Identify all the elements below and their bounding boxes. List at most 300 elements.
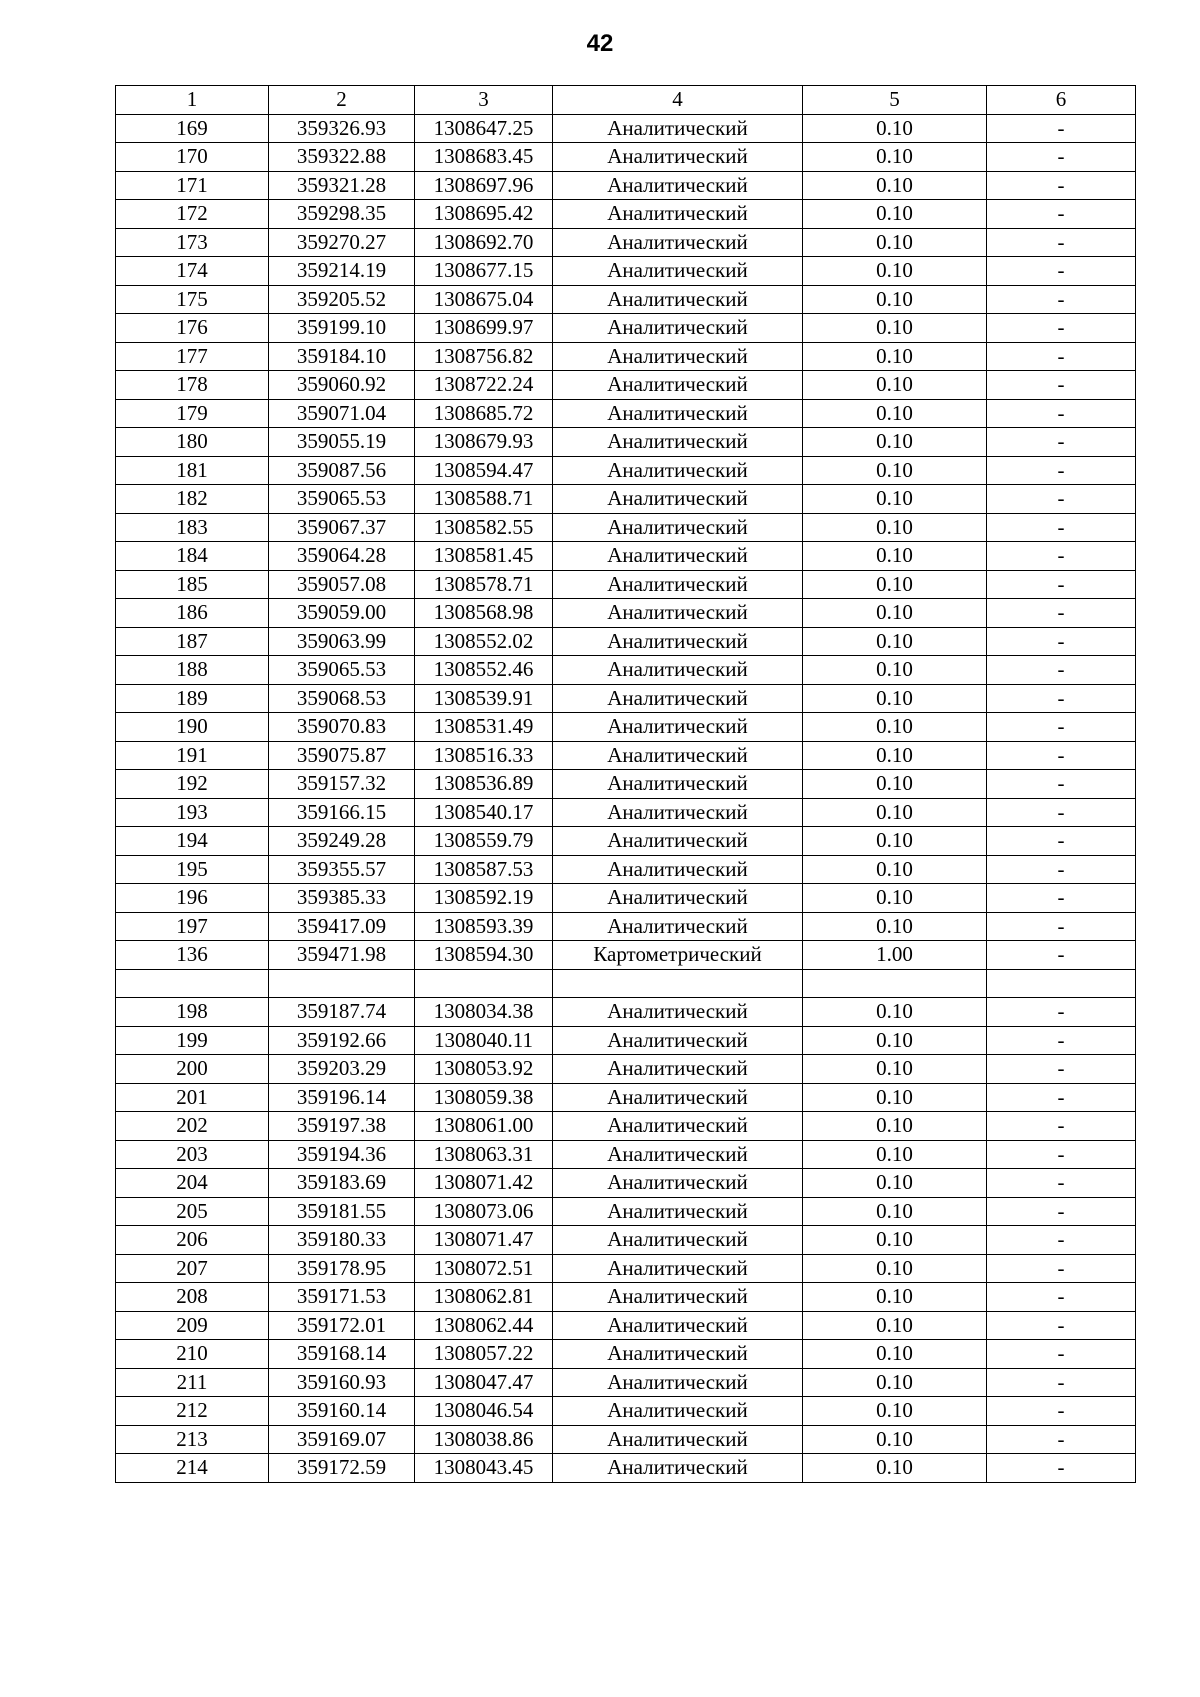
table-cell-col-2: 359205.52: [269, 285, 415, 314]
table-cell-col-2: 359065.53: [269, 485, 415, 514]
table-cell-col-5: 0.10: [803, 798, 987, 827]
table-cell-col-3: 1308559.79: [415, 827, 553, 856]
header-row: [116, 86, 1136, 115]
table-cell-col-1: 177: [116, 342, 269, 371]
table-cell-col-5: 1.00: [803, 941, 987, 970]
table-cell-col-4: Аналитический: [553, 713, 803, 742]
table-cell-col-1: 210: [116, 1340, 269, 1369]
table-cell-col-6: -: [987, 884, 1136, 913]
table-cell-col-5: 0.10: [803, 1454, 987, 1483]
table-cell-col-2: 359194.36: [269, 1140, 415, 1169]
table-cell-col-6: -: [987, 1083, 1136, 1112]
table-cell-col-3: 1308063.31: [415, 1140, 553, 1169]
table-cell-col-5: [803, 969, 987, 998]
table-cell-col-1: 188: [116, 656, 269, 685]
table-cell-col-1: [116, 969, 269, 998]
table-cell-col-2: 359298.35: [269, 200, 415, 229]
table-cell-col-2: 359160.93: [269, 1368, 415, 1397]
header-cell-2: 2: [269, 86, 415, 115]
table-cell-col-2: 359172.01: [269, 1311, 415, 1340]
table-cell-col-2: 359172.59: [269, 1454, 415, 1483]
table-cell-col-1: 191: [116, 741, 269, 770]
table-row: [116, 114, 1136, 143]
table-cell-col-4: Аналитический: [553, 485, 803, 514]
table-cell-col-1: 194: [116, 827, 269, 856]
table-cell-col-2: 359060.92: [269, 371, 415, 400]
table-cell-col-2: 359355.57: [269, 855, 415, 884]
table-cell-col-2: 359157.32: [269, 770, 415, 799]
table-cell-col-4: Аналитический: [553, 684, 803, 713]
table-row: [116, 798, 1136, 827]
table-row: [116, 1397, 1136, 1426]
table-cell-col-3: 1308516.33: [415, 741, 553, 770]
table-cell-col-6: -: [987, 542, 1136, 571]
table-row: [116, 285, 1136, 314]
table-row: [116, 627, 1136, 656]
table-cell-col-5: 0.10: [803, 884, 987, 913]
table-cell-col-5: 0.10: [803, 599, 987, 628]
table-row: [116, 171, 1136, 200]
table-cell-col-1: 171: [116, 171, 269, 200]
table-row: [116, 1226, 1136, 1255]
table-cell-col-1: 212: [116, 1397, 269, 1426]
table-cell-col-5: 0.10: [803, 1311, 987, 1340]
table-row: [116, 342, 1136, 371]
table-cell-col-2: 359068.53: [269, 684, 415, 713]
table-cell-col-4: Аналитический: [553, 456, 803, 485]
header-cell-4: 4: [553, 86, 803, 115]
table-row: [116, 314, 1136, 343]
table-cell-col-3: 1308568.98: [415, 599, 553, 628]
table-cell-col-6: -: [987, 1283, 1136, 1312]
table-cell-col-1: 180: [116, 428, 269, 457]
table-cell-col-3: 1308593.39: [415, 912, 553, 941]
table-cell-col-3: 1308592.19: [415, 884, 553, 913]
table-cell-col-3: 1308539.91: [415, 684, 553, 713]
table-cell-col-6: -: [987, 1340, 1136, 1369]
table-cell-col-5: 0.10: [803, 485, 987, 514]
table-cell-col-1: 178: [116, 371, 269, 400]
table-cell-col-2: 359197.38: [269, 1112, 415, 1141]
table-cell-col-2: 359166.15: [269, 798, 415, 827]
table-cell-col-1: 179: [116, 399, 269, 428]
table-cell-col-3: 1308647.25: [415, 114, 553, 143]
table-cell-col-3: 1308578.71: [415, 570, 553, 599]
table-cell-col-2: 359199.10: [269, 314, 415, 343]
table-cell-col-6: -: [987, 1169, 1136, 1198]
table-cell-col-3: 1308722.24: [415, 371, 553, 400]
table-row: [116, 599, 1136, 628]
table-cell-col-1: 169: [116, 114, 269, 143]
page-number: 42: [586, 30, 614, 57]
table-row: [116, 428, 1136, 457]
table-cell-col-5: 0.10: [803, 228, 987, 257]
table-cell-col-2: 359417.09: [269, 912, 415, 941]
table-cell-col-4: Аналитический: [553, 798, 803, 827]
table-cell-col-4: [553, 969, 803, 998]
table-row: [116, 855, 1136, 884]
table-cell-col-1: 205: [116, 1197, 269, 1226]
table-cell-col-6: -: [987, 570, 1136, 599]
table-cell-col-4: Аналитический: [553, 1368, 803, 1397]
table-row: [116, 1083, 1136, 1112]
table-cell-col-6: -: [987, 1311, 1136, 1340]
table-cell-col-5: 0.10: [803, 1169, 987, 1198]
table-cell-col-4: Аналитический: [553, 1055, 803, 1084]
table-cell-col-3: 1308047.47: [415, 1368, 553, 1397]
table-cell-col-2: 359187.74: [269, 998, 415, 1027]
table-cell-col-2: 359070.83: [269, 713, 415, 742]
table-cell-col-3: 1308072.51: [415, 1254, 553, 1283]
table-cell-col-5: 0.10: [803, 1197, 987, 1226]
table-cell-col-2: 359184.10: [269, 342, 415, 371]
table-cell-col-2: 359055.19: [269, 428, 415, 457]
table-row: [116, 912, 1136, 941]
table-cell-col-1: 173: [116, 228, 269, 257]
table-cell-col-5: 0.10: [803, 1340, 987, 1369]
table-cell-col-6: -: [987, 798, 1136, 827]
table-cell-col-6: -: [987, 684, 1136, 713]
table-cell-col-2: 359057.08: [269, 570, 415, 599]
table-row: [116, 827, 1136, 856]
table-cell-col-3: 1308073.06: [415, 1197, 553, 1226]
table-cell-col-5: 0.10: [803, 684, 987, 713]
table-cell-col-2: 359385.33: [269, 884, 415, 913]
table-cell-col-4: Аналитический: [553, 884, 803, 913]
table-cell-col-4: Аналитический: [553, 285, 803, 314]
table-cell-col-2: 359326.93: [269, 114, 415, 143]
table-cell-col-5: 0.10: [803, 713, 987, 742]
table-row: [116, 399, 1136, 428]
table-cell-col-2: 359059.00: [269, 599, 415, 628]
table-cell-col-3: 1308587.53: [415, 855, 553, 884]
table-cell-col-2: 359471.98: [269, 941, 415, 970]
header-cell-3: 3: [415, 86, 553, 115]
table-row: [116, 1197, 1136, 1226]
table-cell-col-5: 0.10: [803, 1397, 987, 1426]
table-cell-col-4: Аналитический: [553, 513, 803, 542]
table-cell-col-6: [987, 969, 1136, 998]
table-cell-col-6: -: [987, 399, 1136, 428]
table-cell-col-3: 1308594.30: [415, 941, 553, 970]
table-cell-col-3: 1308683.45: [415, 143, 553, 172]
table-cell-col-3: 1308685.72: [415, 399, 553, 428]
table-cell-col-6: -: [987, 342, 1136, 371]
table-cell-col-5: 0.10: [803, 114, 987, 143]
table-cell-col-6: -: [987, 1425, 1136, 1454]
table-cell-col-2: [269, 969, 415, 998]
table-row: [116, 969, 1136, 998]
table-cell-col-5: 0.10: [803, 912, 987, 941]
table-cell-col-2: 359063.99: [269, 627, 415, 656]
table-cell-col-4: Аналитический: [553, 1140, 803, 1169]
table-cell-col-1: 176: [116, 314, 269, 343]
table-cell-col-4: Аналитический: [553, 1454, 803, 1483]
table-cell-col-1: 192: [116, 770, 269, 799]
table-cell-col-4: Аналитический: [553, 314, 803, 343]
table-cell-col-1: 183: [116, 513, 269, 542]
table-cell-col-4: Аналитический: [553, 143, 803, 172]
table-cell-col-3: 1308692.70: [415, 228, 553, 257]
table-row: [116, 1454, 1136, 1483]
table-cell-col-3: 1308046.54: [415, 1397, 553, 1426]
table-cell-col-4: Аналитический: [553, 1226, 803, 1255]
table-cell-col-2: 359171.53: [269, 1283, 415, 1312]
table-cell-col-4: Аналитический: [553, 570, 803, 599]
table-cell-col-3: 1308552.02: [415, 627, 553, 656]
table-cell-col-4: Аналитический: [553, 1425, 803, 1454]
table-cell-col-6: -: [987, 770, 1136, 799]
table-cell-col-4: Аналитический: [553, 1397, 803, 1426]
table-cell-col-1: 172: [116, 200, 269, 229]
table-cell-col-3: 1308677.15: [415, 257, 553, 286]
table-cell-col-5: 0.10: [803, 570, 987, 599]
table-cell-col-6: -: [987, 998, 1136, 1027]
table-cell-col-5: 0.10: [803, 1254, 987, 1283]
table-cell-col-1: 170: [116, 143, 269, 172]
header-cell-6: 6: [987, 86, 1136, 115]
table-cell-col-4: Аналитический: [553, 171, 803, 200]
table-cell-col-4: Аналитический: [553, 114, 803, 143]
table-cell-col-2: 359214.19: [269, 257, 415, 286]
table-cell-col-6: -: [987, 827, 1136, 856]
table-cell-col-3: 1308756.82: [415, 342, 553, 371]
table-cell-col-4: Картометрический: [553, 941, 803, 970]
table-cell-col-1: 211: [116, 1368, 269, 1397]
table-cell-col-6: -: [987, 485, 1136, 514]
table-row: [116, 1368, 1136, 1397]
table-cell-col-6: -: [987, 257, 1136, 286]
table-cell-col-3: 1308540.17: [415, 798, 553, 827]
table-cell-col-5: 0.10: [803, 257, 987, 286]
table-cell-col-1: 208: [116, 1283, 269, 1312]
table-cell-col-5: 0.10: [803, 371, 987, 400]
table-cell-col-2: 359203.29: [269, 1055, 415, 1084]
header-cell-5: 5: [803, 86, 987, 115]
table-cell-col-6: -: [987, 941, 1136, 970]
table-cell-col-5: 0.10: [803, 770, 987, 799]
table-cell-col-1: 185: [116, 570, 269, 599]
table-cell-col-4: Аналитический: [553, 855, 803, 884]
table-cell-col-5: 0.10: [803, 627, 987, 656]
table-cell-col-6: -: [987, 1226, 1136, 1255]
table-cell-col-3: 1308594.47: [415, 456, 553, 485]
table-cell-col-5: 0.10: [803, 456, 987, 485]
table-cell-col-5: 0.10: [803, 285, 987, 314]
table-cell-col-1: 195: [116, 855, 269, 884]
table-cell-col-1: 202: [116, 1112, 269, 1141]
table-cell-col-6: -: [987, 171, 1136, 200]
table-cell-col-3: 1308531.49: [415, 713, 553, 742]
table-cell-col-2: 359249.28: [269, 827, 415, 856]
table-cell-col-1: 199: [116, 1026, 269, 1055]
table-cell-col-1: 189: [116, 684, 269, 713]
table-cell-col-6: -: [987, 371, 1136, 400]
table-row: [116, 684, 1136, 713]
table-row: [116, 257, 1136, 286]
table-cell-col-5: 0.10: [803, 1083, 987, 1112]
table-cell-col-6: -: [987, 1197, 1136, 1226]
table-cell-col-3: 1308038.86: [415, 1425, 553, 1454]
table-cell-col-5: 0.10: [803, 314, 987, 343]
table-cell-col-4: Аналитический: [553, 428, 803, 457]
table-cell-col-6: -: [987, 627, 1136, 656]
table-row: [116, 542, 1136, 571]
table-cell-col-1: 182: [116, 485, 269, 514]
table-cell-col-2: 359169.07: [269, 1425, 415, 1454]
table-cell-col-3: 1308552.46: [415, 656, 553, 685]
table-cell-col-6: -: [987, 1112, 1136, 1141]
table-row: [116, 1283, 1136, 1312]
table-cell-col-3: 1308053.92: [415, 1055, 553, 1084]
table-cell-col-6: -: [987, 200, 1136, 229]
table-row: [116, 884, 1136, 913]
table-cell-col-2: 359192.66: [269, 1026, 415, 1055]
table-cell-col-2: 359064.28: [269, 542, 415, 571]
table-cell-col-3: 1308675.04: [415, 285, 553, 314]
table-cell-col-4: Аналитический: [553, 656, 803, 685]
table-cell-col-4: Аналитический: [553, 1112, 803, 1141]
table-cell-col-5: 0.10: [803, 200, 987, 229]
table-cell-col-1: 198: [116, 998, 269, 1027]
table-cell-col-3: 1308040.11: [415, 1026, 553, 1055]
table-row: [116, 485, 1136, 514]
table-cell-col-4: Аналитический: [553, 912, 803, 941]
table-cell-col-5: 0.10: [803, 1026, 987, 1055]
table-cell-col-2: 359196.14: [269, 1083, 415, 1112]
table-cell-col-3: 1308062.81: [415, 1283, 553, 1312]
table-cell-col-5: 0.10: [803, 855, 987, 884]
table-row: [116, 1140, 1136, 1169]
table-cell-col-5: 0.10: [803, 171, 987, 200]
table-cell-col-6: -: [987, 656, 1136, 685]
table-row: [116, 713, 1136, 742]
table-cell-col-1: 186: [116, 599, 269, 628]
coordinates-table: [115, 85, 1136, 1483]
table-cell-col-5: 0.10: [803, 428, 987, 457]
table-cell-col-6: -: [987, 855, 1136, 884]
table-cell-col-4: Аналитический: [553, 1340, 803, 1369]
table-row: [116, 456, 1136, 485]
table-cell-col-6: -: [987, 1454, 1136, 1483]
table-cell-col-6: -: [987, 599, 1136, 628]
table-cell-col-1: 187: [116, 627, 269, 656]
table-row: [116, 1112, 1136, 1141]
table-cell-col-3: 1308697.96: [415, 171, 553, 200]
table-cell-col-4: Аналитический: [553, 741, 803, 770]
table-cell-col-1: 174: [116, 257, 269, 286]
table-cell-col-2: 359321.28: [269, 171, 415, 200]
table-cell-col-1: 190: [116, 713, 269, 742]
table-cell-col-3: 1308536.89: [415, 770, 553, 799]
table-cell-col-3: 1308059.38: [415, 1083, 553, 1112]
table-row: [116, 1425, 1136, 1454]
table-row: [116, 1169, 1136, 1198]
table-cell-col-4: Аналитический: [553, 342, 803, 371]
table-cell-col-6: -: [987, 456, 1136, 485]
table-row: [116, 1311, 1136, 1340]
table-cell-col-1: 206: [116, 1226, 269, 1255]
table-cell-col-3: 1308699.97: [415, 314, 553, 343]
table-cell-col-5: 0.10: [803, 1112, 987, 1141]
table-cell-col-2: 359322.88: [269, 143, 415, 172]
table-cell-col-5: 0.10: [803, 1055, 987, 1084]
table-row: [116, 1340, 1136, 1369]
table-row: [116, 513, 1136, 542]
table-cell-col-5: 0.10: [803, 542, 987, 571]
table-body: [116, 86, 1136, 1483]
table-cell-col-5: 0.10: [803, 827, 987, 856]
table-cell-col-6: -: [987, 1397, 1136, 1426]
table-cell-col-2: 359075.87: [269, 741, 415, 770]
table-cell-col-2: 359178.95: [269, 1254, 415, 1283]
table-cell-col-2: 359065.53: [269, 656, 415, 685]
table-cell-col-4: Аналитический: [553, 542, 803, 571]
table-cell-col-6: -: [987, 228, 1136, 257]
table-cell-col-6: -: [987, 513, 1136, 542]
table-cell-col-3: 1308057.22: [415, 1340, 553, 1369]
table-cell-col-1: 201: [116, 1083, 269, 1112]
table-row: [116, 1026, 1136, 1055]
table-cell-col-6: -: [987, 285, 1136, 314]
table-cell-col-6: -: [987, 1055, 1136, 1084]
table-cell-col-1: 213: [116, 1425, 269, 1454]
table-cell-col-4: Аналитический: [553, 371, 803, 400]
table-cell-col-6: -: [987, 1026, 1136, 1055]
table-cell-col-4: Аналитический: [553, 257, 803, 286]
table-row: [116, 656, 1136, 685]
table-cell-col-4: Аналитический: [553, 228, 803, 257]
table-cell-col-3: 1308071.47: [415, 1226, 553, 1255]
table-cell-col-2: 359183.69: [269, 1169, 415, 1198]
table-cell-col-5: 0.10: [803, 342, 987, 371]
table-cell-col-1: 184: [116, 542, 269, 571]
table-cell-col-1: 175: [116, 285, 269, 314]
table-row: [116, 143, 1136, 172]
table-cell-col-4: Аналитический: [553, 770, 803, 799]
table-row: [116, 228, 1136, 257]
table-cell-col-1: 203: [116, 1140, 269, 1169]
table-cell-col-5: 0.10: [803, 998, 987, 1027]
table-cell-col-4: Аналитический: [553, 627, 803, 656]
table-cell-col-5: 0.10: [803, 513, 987, 542]
table-cell-col-6: -: [987, 1368, 1136, 1397]
table-cell-col-3: 1308034.38: [415, 998, 553, 1027]
table-cell-col-5: 0.10: [803, 143, 987, 172]
table-row: [116, 371, 1136, 400]
table-cell-col-3: 1308582.55: [415, 513, 553, 542]
table-row: [116, 200, 1136, 229]
table-row: [116, 570, 1136, 599]
table-cell-col-4: Аналитический: [553, 399, 803, 428]
table-cell-col-4: Аналитический: [553, 827, 803, 856]
table-cell-col-3: 1308581.45: [415, 542, 553, 571]
table-cell-col-4: Аналитический: [553, 1283, 803, 1312]
table-cell-col-2: 359270.27: [269, 228, 415, 257]
header-cell-1: 1: [116, 86, 269, 115]
table-cell-col-1: 181: [116, 456, 269, 485]
table-row: [116, 998, 1136, 1027]
table-cell-col-4: Аналитический: [553, 1083, 803, 1112]
table-cell-col-4: Аналитический: [553, 1311, 803, 1340]
table-cell-col-6: -: [987, 1140, 1136, 1169]
table-cell-col-1: 204: [116, 1169, 269, 1198]
table-cell-col-3: [415, 969, 553, 998]
table-cell-col-3: 1308061.00: [415, 1112, 553, 1141]
table-cell-col-5: 0.10: [803, 1226, 987, 1255]
table-row: [116, 941, 1136, 970]
table-cell-col-5: 0.10: [803, 656, 987, 685]
